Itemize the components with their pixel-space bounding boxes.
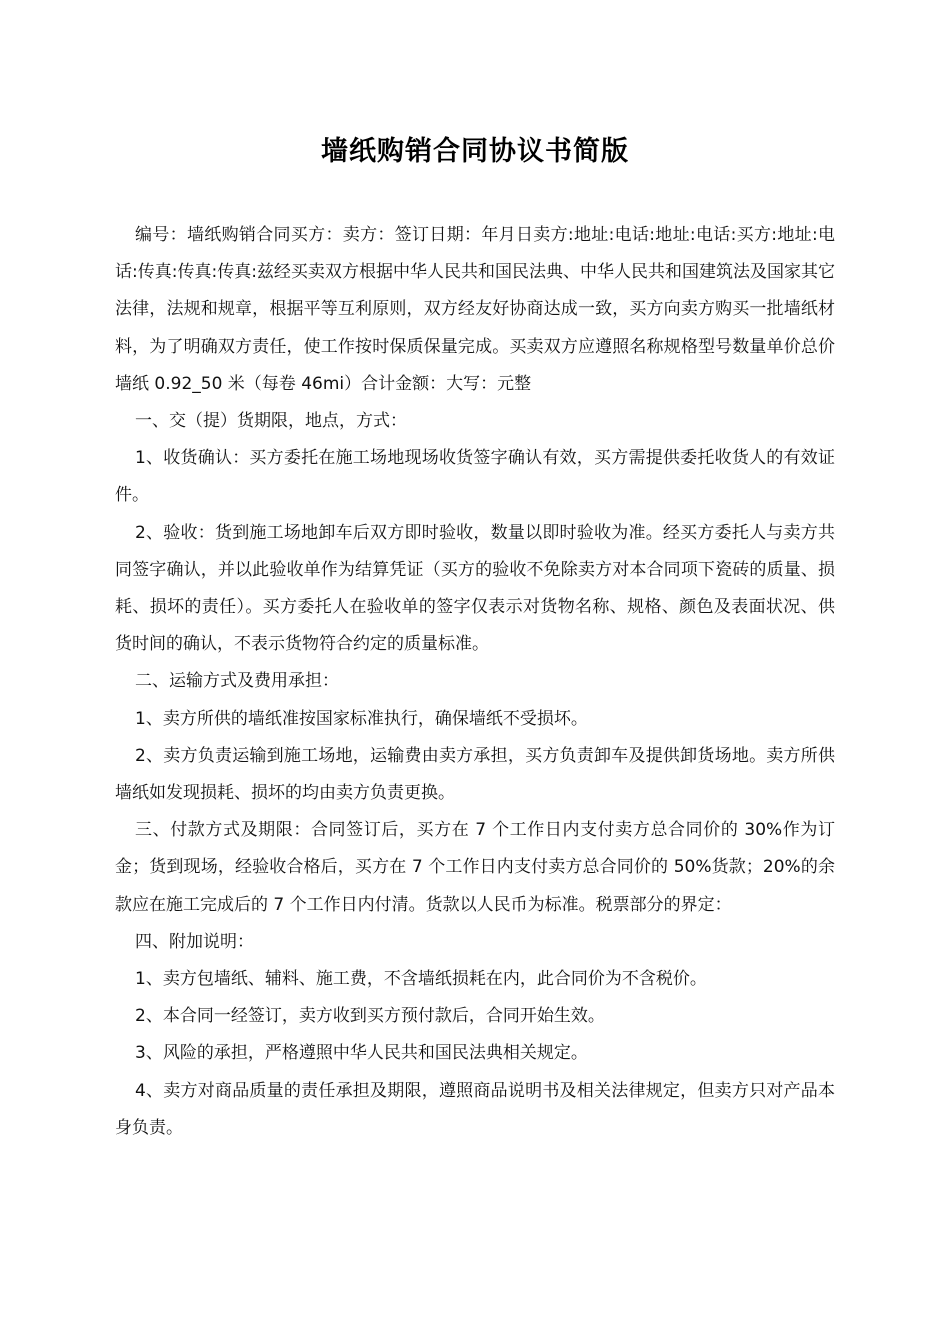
document-body <box>115 217 835 1147</box>
paragraph-contract-intro: 编号：墙纸购销合同买方：卖方：签订日期：年月日卖方:地址:电话:地址:电话:买方:地址:电话:传真:传真:传真:兹经买卖双方根据中华人民共和国民法典、中华人民共和国建筑法及国家其它法律，法规和规章，根据平等互利原则，双方经友好协商达成一致，买方向卖方购买一批墙纸材料，为了明确双方责任，使工作按时保质保量完成。买卖双方应遵照名称规格型号数量单价总价墙纸 0.92_50 米（每卷 46mi）合计金额：大写：元整 <box>115 225 835 394</box>
paragraph-section-2-heading: 二、运输方式及费用承担： <box>135 671 339 692</box>
paragraph-acceptance: 2、验收：货到施工场地卸车后双方即时验收，数量以即时验收为准。经买方委托人与卖方共同签字确认，并以此验收单作为结算凭证（买方的验收不免除卖方对本合同项下瓷砖的质量、损耗、损坏的责任）。买方委托人在验收单的签字仅表示对货物名称、规格、颜色及表面状况、供货时间的确认，不表示货物符合约定的质量标准。 <box>115 522 835 655</box>
paragraph-transport-cost: 2、卖方负责运输到施工场地，运输费由卖方承担，买方负责卸车及提供卸货场地。卖方所供墙纸如发现损耗、损坏的均由卖方负责更换。 <box>115 745 835 804</box>
paragraph-note-1: 1、卖方包墙纸、辅料、施工费，不含墙纸损耗在内，此合同价为不含税价。 <box>135 969 707 990</box>
paragraph-section-1-heading: 一、交（提）货期限，地点，方式： <box>135 411 407 432</box>
paragraph-note-3: 3、风险的承担，严格遵照中华人民共和国民法典相关规定。 <box>135 1043 588 1064</box>
document-title: 墙纸购销合同协议书简版 <box>321 136 629 167</box>
paragraph-note-2: 2、本合同一经签订，卖方收到买方预付款后，合同开始生效。 <box>135 1006 605 1027</box>
paragraph-transport-standard: 1、卖方所供的墙纸准按国家标准执行，确保墙纸不受损坏。 <box>135 708 588 729</box>
paragraph-receipt-confirmation: 1、收货确认：买方委托在施工场地现场收货签字确认有效，买方需提供委托收货人的有效证件。 <box>115 448 835 506</box>
paragraph-section-3-payment: 三、付款方式及期限：合同签订后，买方在 7 个工作日内支付卖方总合同价的 30%作为订金；货到现场，经验收合格后，买方在 7 个工作日内支付卖方总合同价的 50%货款；20%的余款应在施工完成后的 7 个工作日内付清。货款以人民币为标准。税票部分的界定： <box>115 820 835 915</box>
paragraph-note-4: 4、卖方对商品质量的责任承担及期限，遵照商品说明书及相关法律规定，但卖方只对产品本身负责。 <box>115 1080 835 1138</box>
paragraph-section-4-heading: 四、附加说明： <box>135 931 254 952</box>
